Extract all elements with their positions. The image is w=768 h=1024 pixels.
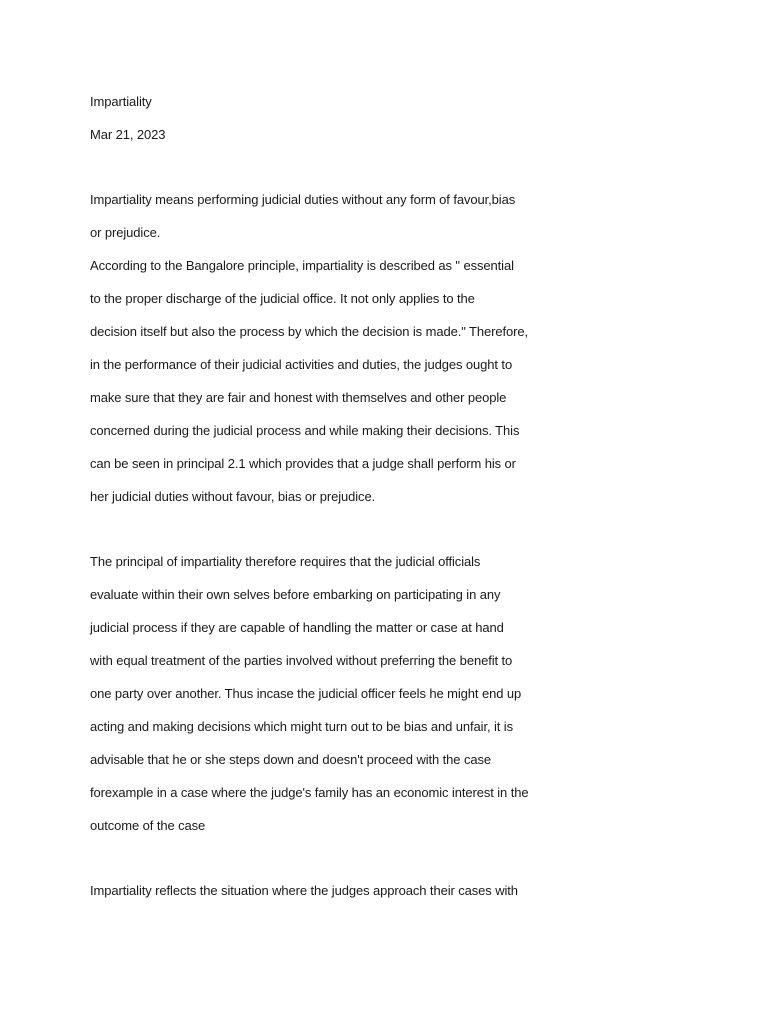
text-line: Impartiality reflects the situation where the judges approach their cases with bbox=[90, 883, 518, 898]
text-line: outcome of the case bbox=[90, 818, 206, 833]
document-date: Mar 21, 2023 bbox=[90, 127, 166, 142]
text-line: According to the Bangalore principle, impartiality is described as " essential bbox=[90, 258, 514, 273]
text-line: The principal of impartiality therefore requires that the judicial officials bbox=[90, 554, 481, 569]
text-line: evaluate within their own selves before embarking on participating in any bbox=[90, 587, 501, 602]
text-line: forexample in a case where the judge's family has an economic interest in the bbox=[90, 785, 529, 800]
text-line: concerned during the judicial process and while making their decisions. This bbox=[90, 423, 520, 438]
text-line: can be seen in principal 2.1 which provides that a judge shall perform his or bbox=[90, 456, 516, 471]
document-title: Impartiality bbox=[90, 94, 152, 109]
text-line: her judicial duties without favour, bias or prejudice. bbox=[90, 489, 376, 504]
text-line: advisable that he or she steps down and doesn't proceed with the case bbox=[90, 752, 492, 767]
text-line: Impartiality means performing judicial duties without any form of favour,bias bbox=[90, 192, 516, 207]
text-line: decision itself but also the process by which the decision is made." Therefore, bbox=[90, 324, 528, 339]
text-line: to the proper discharge of the judicial office. It not only applies to the bbox=[90, 291, 475, 306]
text-line: or prejudice. bbox=[90, 225, 161, 240]
text-line: judicial process if they are capable of handling the matter or case at hand bbox=[90, 620, 504, 635]
text-line: acting and making decisions which might turn out to be bias and unfair, it is bbox=[90, 719, 513, 734]
text-line: one party over another. Thus incase the judicial officer feels he might end up bbox=[90, 686, 522, 701]
text-line: make sure that they are fair and honest with themselves and other people bbox=[90, 390, 507, 405]
text-line: with equal treatment of the parties involved without preferring the benefit to bbox=[90, 653, 513, 668]
text-line: in the performance of their judicial activities and duties, the judges ought to bbox=[90, 357, 513, 372]
